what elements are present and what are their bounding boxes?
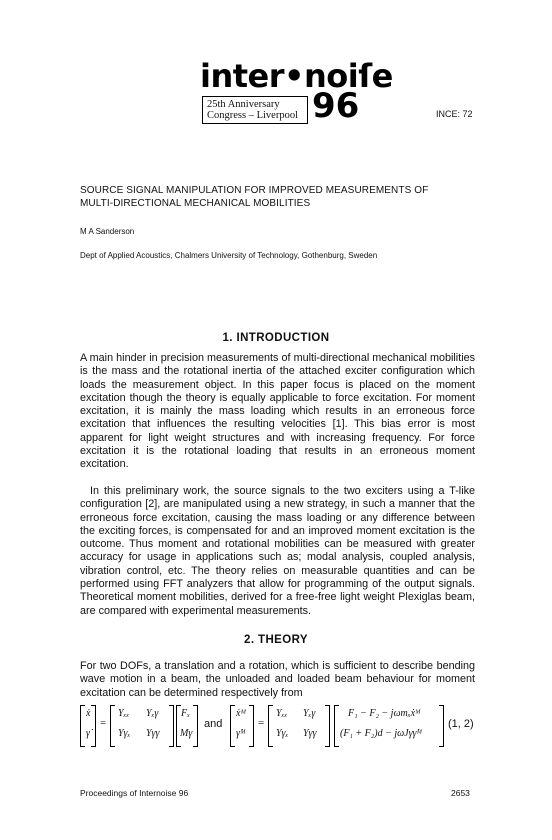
author-affiliation: Dept of Applied Acoustics, Chalmers University of Technology, Gothenburg, Sweden [80,251,378,260]
force-vector-1 [176,703,198,749]
velocity-vector [80,703,96,749]
intro-paragraph-1: A main hinder in precision measurements of multi-directional mechanical mobilities is the mass and the rotational inertia of the attached exciter configuration which loads the measurement object. In this paper focus is placed on the moment excitation though the theory is equally applicable to force excitation. For moment excitation, it is mainly the mass loading which results in an erroneous force excitation that influences the resulting velocities [1]. This bias error is most apparent for light weight structures and with increasing frequency. For force excitation it is the rotational loading that results in an erroneous moment excitation. [80,352,475,471]
paper-id: INCE: 72 [436,109,473,119]
intro-paragraph-2: In this preliminary work, the source signals to the two exciters using a T-like configuration [2], are manipulated using a new strategy, in such a manner that the erroneous force excitation, causing the mass loading or any difference between the exciting forces, is compensated for and an improved moment excitation is the outcome. Thus moment and rotational mobilities can be measured with greater accuracy for usage in applications such as; modal analysis, coupled analysis, vibration control, etc. The theory relies on measurable quantities and can be performed using FFT analyzers that allow for programming of the output signals. Theoretical moment mobilities, derived for a free-free light weight Plexiglas beam, are compared with experimental measurements. [80,485,475,617]
equals-sign-1: = [100,717,107,729]
lhs1-bottom: γ̇ [86,728,90,739]
lhs1-top: ẋ [86,708,91,719]
logo-box-line1: 25th Anniversary [207,99,280,110]
equals-sign-2: = [258,717,265,729]
logo-anniversary-box [202,96,308,124]
equation-and: and [204,718,223,730]
equation-number: (1, 2) [448,718,474,730]
force-vector-2 [334,703,444,749]
mobility-matrix-1 [110,703,174,749]
m1-r1c1: Yₓₓ [118,708,130,719]
m1-r2c1: Yγₓ [118,728,131,739]
conference-logo [200,57,393,126]
v1-bottom: Mγ [180,728,193,739]
title-line-2: MULTI-DIRECTIONAL MECHANICAL MOBILITIES [80,198,311,209]
v2-top: F₁ − F₂ − jωmₓẋᴹ [348,708,421,719]
m1-r1c2: Yₓγ [146,708,159,719]
footer-proceedings: Proceedings of Internoise 96 [80,788,189,798]
title-line-1: SOURCE SIGNAL MANIPULATION FOR IMPROVED MEASUREMENTS OF [80,185,429,196]
lhs2-top: ẋᴹ [236,708,247,719]
m2-r1c1: Yₓₓ [276,708,288,719]
logo-wordmark: inter•noiſe [200,57,393,95]
section-heading-introduction: 1. INTRODUCTION [222,332,330,344]
v2-bottom: (F₁ + F₂)d − jωJγγ̇ᴹ [340,728,423,739]
loaded-velocity-vector [230,703,254,749]
equation-1-2 [80,703,480,749]
footer-page-number: 2653 [451,788,470,798]
section-heading-theory: 2. THEORY [244,634,308,646]
lhs2-bottom: γ̇ᴹ [236,728,246,739]
author-name: M A Sanderson [80,227,135,236]
paper-title [80,184,480,210]
mobility-matrix-2 [268,703,330,749]
m2-r1c2: Yₓγ [303,708,316,719]
logo-box-line2: Congress – Liverpool [207,110,298,121]
m2-r2c2: Yγγ [303,728,317,739]
theory-paragraph-1: For two DOFs, a translation and a rotation, which is sufficient to describe bending wave motion in a beam, the unloaded and loaded beam behaviour for moment excitation can be determined respectively from [80,660,475,699]
m2-r2c1: Yγₓ [276,728,289,739]
v1-top: Fₓ [181,708,190,719]
logo-year: 96 [312,86,360,126]
m1-r2c2: Yγγ [146,728,160,739]
